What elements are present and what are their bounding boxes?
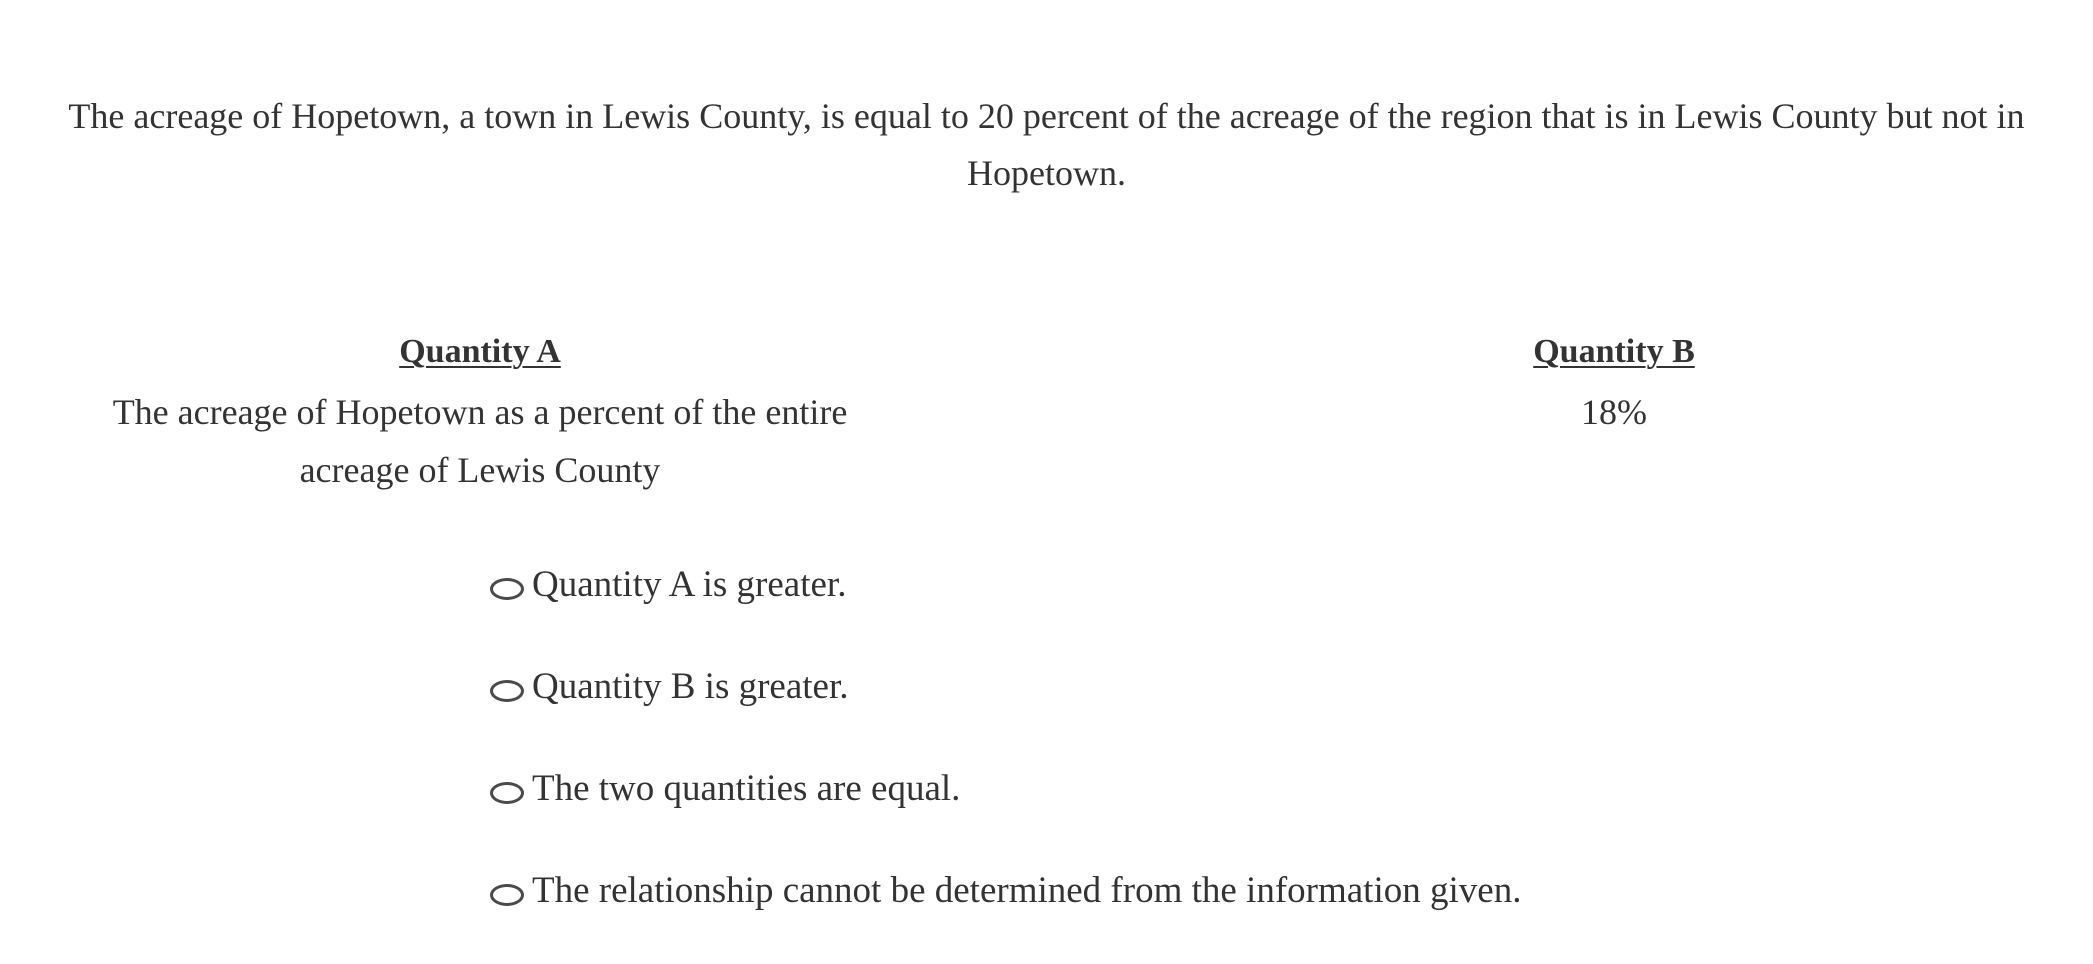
- radio-button[interactable]: [490, 782, 524, 804]
- answer-choice-d[interactable]: [490, 862, 1521, 920]
- answer-choices: [490, 556, 1521, 964]
- answer-choice-label[interactable]: The two quantities are equal.: [532, 768, 961, 809]
- answer-choice-label[interactable]: The relationship cannot be determined from the information given.: [532, 870, 1522, 911]
- radio-button[interactable]: [490, 884, 524, 906]
- quantity-a-value: The acreage of Hopetown as a percent of the entire acreage of Lewis County: [112, 392, 848, 490]
- answer-choice-c[interactable]: [490, 760, 1521, 818]
- answer-choice-label[interactable]: Quantity A is greater.: [532, 564, 847, 605]
- quantity-b-value: 18%: [1581, 392, 1647, 432]
- radio-button[interactable]: [490, 578, 524, 600]
- answer-choice-a[interactable]: [490, 556, 1521, 614]
- radio-button[interactable]: [490, 680, 524, 702]
- answer-choice-label[interactable]: Quantity B is greater.: [532, 666, 849, 707]
- answer-choice-b[interactable]: [490, 658, 1521, 716]
- quantity-a-header: Quantity A: [399, 333, 561, 370]
- question-stem: The acreage of Hopetown, a town in Lewis County, is equal to 20 percent of the acreage of the region that is in Lewis County but not in Hopetown.: [68, 96, 2025, 193]
- quantity-b-header: Quantity B: [1533, 333, 1695, 370]
